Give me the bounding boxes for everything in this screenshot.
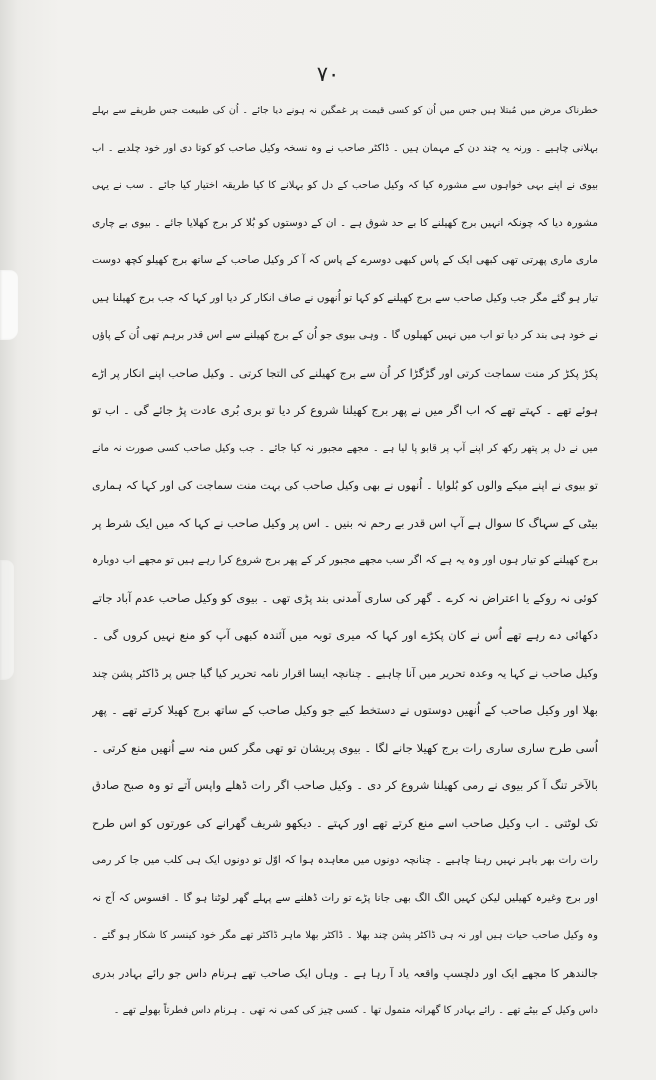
text-line: بھلا اور وکیل صاحب کے اُنھیں دوستوں نے دستخط کیے جو وکیل صاحب کے ساتھ برج کھیلا کرتے تھے ۔ پھر (92, 703, 598, 717)
text-line: دکھائی دے رہے تھے اُس نے کان پکڑے اور کہا کہ میری توبہ میں آئندہ کبھی آپ کو منع نہیں کروں گی ۔ (92, 628, 598, 642)
text-line: تک لوٹتی ۔ اب وکیل صاحب اسے منع کرتے تھے اور کہتے ۔ دیکھو شریف گھرانے کی عورتوں کو اس طرح (92, 815, 598, 830)
text-line: جالندھر کا مجھے ایک اور دلچسپ واقعہ یاد آ رہا ہے ۔ وہاں ایک صاحب تھے ہرنام داس جو رائے بہادر بدری (92, 966, 598, 980)
text-line: رات رات بھر باہر نہیں رہنا چاہیے ۔ چنانچہ دونوں میں معاہدہ ہوا کہ اوّل تو دونوں ایک ہی کلب میں جا کر رمی (92, 854, 598, 866)
text-line: تو بیوی نے اپنے میکے والوں کو بُلوایا ۔ اُنھوں نے بھی وکیل صاحب کی بہت منت سماجت کی اور کہا کہ ہماری (92, 479, 598, 492)
text-line: اور برج وغیرہ کھیلیں لیکن کہیں الگ الگ بھی جانا پڑے تو رات ڈھلنے سے پہلے گھر لوٹنا ہو گا ۔ افسوس کہ آج نہ (92, 891, 598, 904)
text-line: بہلانی چاہیے ۔ ورنہ یہ چند دن کے مہمان ہیں ۔ ڈاکٹر صاحب نے وہ نسخہ وکیل صاحب کو کوتا دی اور خود چلدیے ۔ اب (92, 142, 598, 154)
page-number: ۷۰ (316, 62, 340, 86)
text-line: اُسی طرح ساری ساری رات برج کھیلا جانے لگا ۔ بیوی پریشان تو تھی مگر کس منہ سے اُنھیں منع کرتی ۔ (92, 740, 598, 755)
text-line: مشورہ دیا کہ چونکہ انہیں برج کھیلنے کا بے حد شوق ہے ۔ ان کے دوستوں کو بُلا کر برج کھلایا جائے ۔ بیوی بے چاری (92, 216, 598, 229)
text-line: وکیل صاحب نے کہا یہ وعدہ تحریر میں آنا چاہیے ۔ چنانچہ ایسا اقرار نامہ تحریر کیا گیا جس پر ڈاکٹر پشن چند (92, 666, 598, 680)
text-line: میں نے دل پر پتھر رکھ کر اپنے آپ پر قابو پا لیا ہے ۔ مجھے مجبور نہ کیا جائے ۔ جب وکیل صاحب کسی صورت نہ مانے (92, 442, 598, 454)
text-line: بیوی نے اپنے بہی خواہوں سے مشورہ کیا کہ وکیل صاحب کے دل کو بہلانے کا کیا طریقہ اختیار کیا جائے ۔ سب نے یہی (92, 180, 598, 191)
text-line: پکڑ پکڑ کر منت سماجت کرتی اور گڑگڑا کر اُن سے برج کھیلنے کی التجا کرتی ۔ وکیل صاحب اپنے انکار پر اڑے (92, 366, 598, 380)
text-line: بالآخر تنگ آ کر بیوی نے رمی کھیلنا شروع کر دی ۔ وکیل صاحب اگر رات ڈھلے واپس آتے تو وہ صبح صادق (92, 778, 598, 792)
text-line: تیار ہو گئے مگر جب وکیل صاحب سے برج کھیلنے کو کہا تو اُنھوں نے صاف انکار کر دیا اور کہا کہ جب برج کھیلنا ہیں (92, 291, 598, 304)
text-line: نے خود ہی بند کر دیا تو اب میں نہیں کھیلوں گا ۔ وہی بیوی جو اُن کے برج کھیلنے سے اس قدر برہم تھی اُن کے پاؤں (92, 329, 598, 341)
text-line: ہوئے تھے ۔ کہتے تھے کہ اب اگر میں نے پھر برج کھیلنا شروع کر دیا تو بری بُری عادت پڑ جائے گی ۔ اب تو (92, 403, 598, 417)
text-line: بیٹی کے سہاگ کا سوال ہے آپ اس قدر بے رحم نہ بنیں ۔ اس پر وکیل صاحب نے کہا کہ میں ایک شرط پر (92, 515, 598, 530)
torn-page-edge (0, 270, 18, 340)
text-line: خطرناک مرض میں مُبتلا ہیں جس میں اُن کو کسی قیمت پر غمگین نہ ہونے دیا جائے ۔ اُن کی طبیعت جس طریقے سے بہلے (92, 105, 598, 116)
text-line: وہ وکیل صاحب حیات ہیں اور نہ ہی ڈاکٹر پشن چند بھلا ۔ ڈاکٹر بھلا ماہر ڈاکٹر تھے مگر خود کینسر کا شکار ہو گئے ۔ (92, 930, 598, 941)
text-line: برج کھیلنے کو تیار ہوں اور وہ یہ ہے کہ اگر سب مجھے مجبور کر کے پھر برج شروع کرا رہے ہیں تو مجھے اب دوبارہ (92, 554, 598, 566)
page-edge-wear (0, 560, 14, 680)
body-text (92, 92, 598, 1030)
text-line: ماری ماری پھرتی تھی کبھی ایک کے پاس کبھی دوسرے کے پاس کہ آ کر وکیل صاحب کے ساتھ برج کھیلو کچھ دوست (92, 254, 598, 266)
text-line: کوئی نہ روکے یا اعتراض نہ کرے ۔ گھر کی ساری آمدنی بند پڑی تھی ۔ بیوی کو وکیل صاحب عدم آباد جاتے (92, 590, 598, 605)
text-line: داس وکیل کے بیٹے تھے ۔ رائے بہادر کا گھرانہ متمول تھا ۔ کسی چیز کی کمی نہ تھی ۔ ہرنام داس فطرتاً بھولے تھے ۔ (113, 1005, 598, 1016)
